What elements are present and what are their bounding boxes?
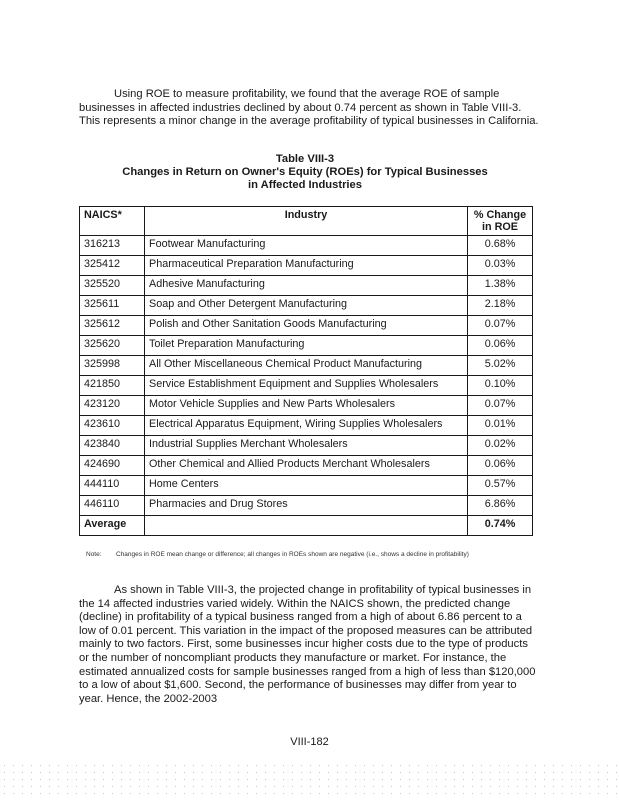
table-row — [80, 236, 533, 256]
industry-cell: All Other Miscellaneous Chemical Product Manufacturing — [145, 356, 468, 376]
industry-cell: Other Chemical and Allied Products Merchant Wholesalers — [145, 456, 468, 476]
industry-cell: Electrical Apparatus Equipment, Wiring Supplies Wholesalers — [145, 416, 468, 436]
pct-cell: 1.38% — [468, 276, 533, 296]
pct-cell: 0.01% — [468, 416, 533, 436]
pct-cell: 0.02% — [468, 436, 533, 456]
table-number: Table VIII-3 — [275, 153, 335, 165]
industry-cell: Footwear Manufacturing — [145, 236, 468, 256]
pct-cell: 0.06% — [468, 336, 533, 356]
page-number: VIII-182 — [290, 736, 329, 748]
average-label: Average — [80, 516, 145, 536]
table-row — [80, 416, 533, 436]
naics-cell: 325520 — [80, 276, 145, 296]
average-row — [80, 516, 533, 536]
table-row — [80, 276, 533, 296]
table-row — [80, 496, 533, 516]
pct-cell: 0.03% — [468, 256, 533, 276]
naics-cell: 423120 — [80, 396, 145, 416]
naics-cell: 423610 — [80, 416, 145, 436]
table-row — [80, 316, 533, 336]
pct-cell: 6.86% — [468, 496, 533, 516]
header-industry: Industry — [145, 207, 468, 236]
table-note — [86, 551, 536, 559]
industry-cell: Soap and Other Detergent Manufacturing — [145, 296, 468, 316]
table-title: Changes in Return on Owner's Equity (ROEs) for Typical Businesses — [122, 166, 488, 178]
table-row — [80, 436, 533, 456]
industry-cell: Toilet Preparation Manufacturing — [145, 336, 468, 356]
table-row — [80, 396, 533, 416]
table-header-row — [80, 207, 533, 236]
pct-cell: 0.07% — [468, 316, 533, 336]
industry-cell: Polish and Other Sanitation Goods Manufacturing — [145, 316, 468, 336]
industry-cell: Pharmacies and Drug Stores — [145, 496, 468, 516]
table-row — [80, 336, 533, 356]
pct-cell: 2.18% — [468, 296, 533, 316]
pct-cell: 5.02% — [468, 356, 533, 376]
naics-cell: 325611 — [80, 296, 145, 316]
table-row — [80, 356, 533, 376]
industry-cell: Home Centers — [145, 476, 468, 496]
industry-cell: Industrial Supplies Merchant Wholesalers — [145, 436, 468, 456]
note-label: Note: — [86, 551, 102, 558]
industry-cell: Pharmaceutical Preparation Manufacturing — [145, 256, 468, 276]
header-naics: NAICS* — [80, 207, 145, 236]
table-row — [80, 256, 533, 276]
naics-cell: 325412 — [80, 256, 145, 276]
table-row — [80, 376, 533, 396]
pct-cell: 0.07% — [468, 396, 533, 416]
naics-cell: 444110 — [80, 476, 145, 496]
naics-cell: 325612 — [80, 316, 145, 336]
pct-cell: 0.10% — [468, 376, 533, 396]
pct-cell: 0.06% — [468, 456, 533, 476]
industry-cell: Service Establishment Equipment and Supplies Wholesalers — [145, 376, 468, 396]
naics-cell: 316213 — [80, 236, 145, 256]
header-pct-change: % Change in ROE — [468, 207, 533, 236]
intro-paragraph: Using ROE to measure profitability, we found that the average ROE of sample businesses in affected industries declined by about 0.74 percent as shown in Table VIII-3. This represents a minor change in the average profitability of typical businesses in California. — [79, 88, 539, 128]
average-empty-cell — [145, 516, 468, 536]
roe-table — [79, 206, 533, 536]
average-value: 0.74% — [468, 516, 533, 536]
pct-cell: 0.57% — [468, 476, 533, 496]
table-subtitle: in Affected Industries — [248, 179, 362, 191]
note-text: Changes in ROE mean change or difference; all changes in ROEs shown are negative (i.e., shows a decline in profitability) — [116, 551, 469, 558]
naics-cell: 325620 — [80, 336, 145, 356]
table-row — [80, 296, 533, 316]
naics-cell: 421850 — [80, 376, 145, 396]
analysis-paragraph: As shown in Table VIII-3, the projected change in profitability of typical businesses in the 14 affected industries varied widely. Within the NAICS shown, the predicted change (decline) in profitability of a typical business ranged from a high of about 6.86 percent to a low of 0.01 percent. This variation in the impact of the proposed measures can be attributed mainly to two factors. First, some businesses incur higher costs due to the type of products or the number of noncompliant products they manufacture or market. For instance, the estimated annualized costs for sample businesses ranged from a high of less than $120,000 to a low of about $1,600. Second, the performance of businesses may differ from year to year. Hence, the 2002-2003 — [79, 584, 536, 705]
naics-cell: 424690 — [80, 456, 145, 476]
industry-cell: Motor Vehicle Supplies and New Parts Wholesalers — [145, 396, 468, 416]
naics-cell: 325998 — [80, 356, 145, 376]
table-row — [80, 456, 533, 476]
naics-cell: 423840 — [80, 436, 145, 456]
pct-cell: 0.68% — [468, 236, 533, 256]
industry-cell: Adhesive Manufacturing — [145, 276, 468, 296]
naics-cell: 446110 — [80, 496, 145, 516]
table-row — [80, 476, 533, 496]
scan-noise — [0, 762, 619, 800]
